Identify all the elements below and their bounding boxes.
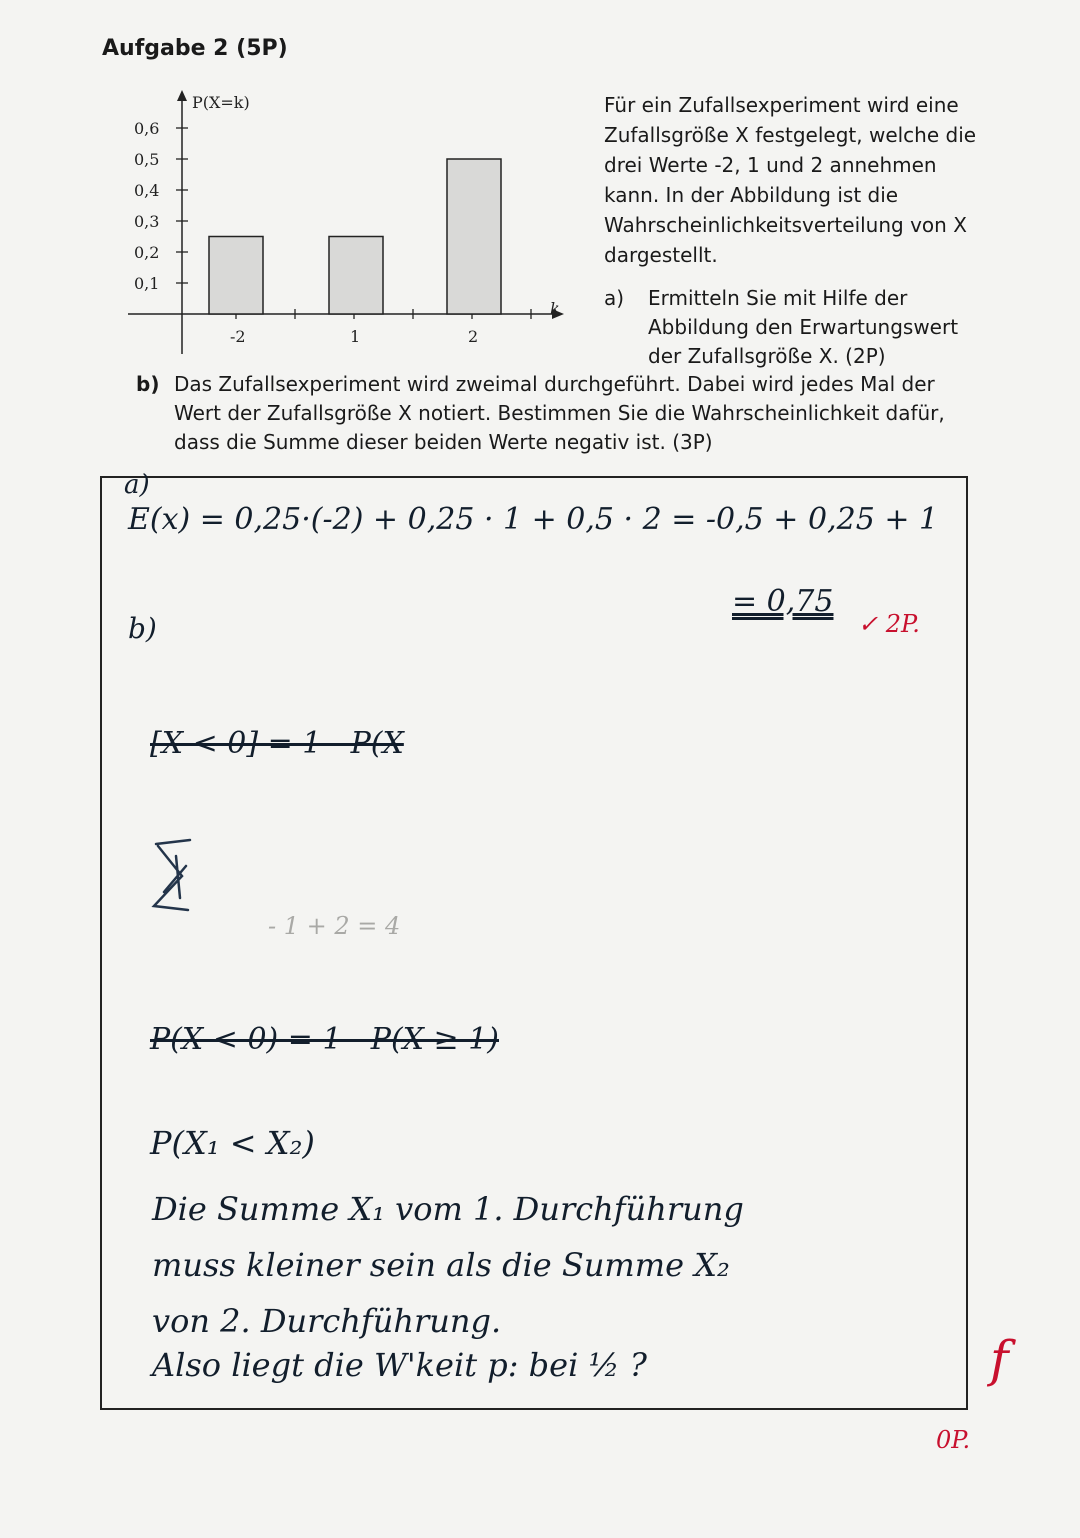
probability-bar-chart — [118, 88, 578, 368]
y-tick-label: 0,5 — [134, 150, 160, 169]
task-part-b-text: Das Zufallsexperiment wird zweimal durchgeführt. Dabei wird jedes Mal der Wert der Zufallsgröße X notiert. Bestimmen Sie die Wahrscheinlichkeit dafür, dass die Summe dieser beiden Werte negativ ist. (3P) — [174, 372, 945, 454]
y-tick-label: 0,3 — [134, 212, 160, 231]
task-intro: Für ein Zufallsexperiment wird eine Zufallsgröße X festgelegt, welche die drei Werte -2, 1 und 2 annehmen kann. In der Abbildung ist die Wahrscheinlichkeitsverteilung von X dargestellt. — [604, 93, 977, 267]
bar--2 — [209, 237, 263, 315]
y-axis-label: P(X=k) — [192, 93, 250, 112]
answer-b-crossed-probability: P(X < 0) = 1 - P(X ≥ 1) — [150, 1022, 499, 1057]
y-tick-label: 0,6 — [134, 119, 160, 138]
answer-a-label: a) — [124, 470, 150, 500]
task-part-b — [136, 370, 966, 457]
answer-a-calculation: E(x) = 0,25·(-2) + 0,25 · 1 + 0,5 · 2 = -0,5 + 0,25 + 1 — [128, 502, 939, 537]
answer-a-result: = 0,75 — [732, 584, 834, 619]
answer-b-crossed-line: [X < 0] = 1 - P(X — [150, 726, 404, 761]
answer-b-inequality: P(X₁ < X₂) — [150, 1124, 315, 1162]
faint-scribble: - 1 + 2 = 4 — [268, 912, 401, 940]
task-part-a-label: a) — [604, 286, 625, 310]
answer-b-text-2: muss kleiner sein als die Summe X₂ — [152, 1246, 730, 1284]
answer-b-text-1: Die Summe X₁ vom 1. Durchführung — [152, 1190, 744, 1228]
answer-a-grade: ✓ 2P. — [858, 610, 920, 638]
scribble-mark — [146, 836, 206, 916]
answer-b-grade: 0P. — [936, 1426, 971, 1454]
answer-b-label: b) — [128, 612, 157, 645]
y-tick-label: 0,2 — [134, 243, 160, 262]
x-tick-label: 2 — [468, 327, 479, 346]
chart-marks — [134, 119, 531, 346]
y-tick-label: 0,4 — [134, 181, 160, 200]
bar-2 — [447, 159, 501, 314]
task-part-b-label: b) — [136, 372, 160, 396]
y-tick-label: 0,1 — [134, 274, 160, 293]
bar-1 — [329, 237, 383, 315]
x-axis-label: k — [550, 299, 560, 318]
x-tick-label: 1 — [350, 327, 361, 346]
task-part-a-text: Ermitteln Sie mit Hilfe der Abbildung den Erwartungswert der Zufallsgröße X. (2P) — [648, 286, 959, 368]
y-axis-arrow — [177, 90, 187, 101]
answer-b-text-3: von 2. Durchführung. — [152, 1302, 502, 1340]
task-title: Aufgabe 2 (5P) — [102, 36, 288, 61]
task-part-a — [604, 284, 984, 371]
answer-b-text-4: Also liegt die W'keit p: bei ½ ? — [152, 1346, 647, 1384]
answer-b-wrong-mark: f — [990, 1330, 1009, 1388]
x-tick-label: -2 — [230, 327, 246, 346]
